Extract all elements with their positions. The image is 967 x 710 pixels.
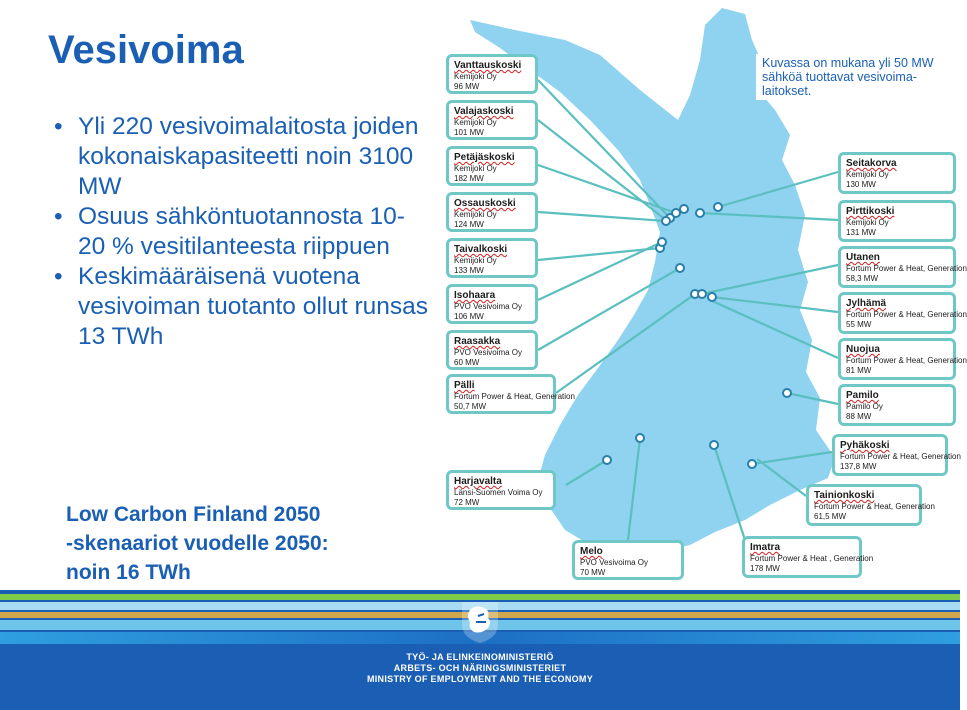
plant-owner: Kemijoki Oy xyxy=(454,164,497,173)
plant-name: Harjavalta xyxy=(454,476,502,487)
plant-owner: Fortum Power & Heat , Generation xyxy=(750,554,874,563)
plant-card-tainionkoski xyxy=(806,484,935,526)
plant-owner: Fortum Power & Heat, Generation xyxy=(846,264,967,273)
plant-capacity: 50,7 MW xyxy=(454,402,487,411)
slide-title: Vesivoima xyxy=(48,28,244,72)
bullet-item: • Keskimääräisenä vuotena vesivoiman tuotanto ollut runsas 13 TWh xyxy=(48,262,428,352)
plant-name: Isohaara xyxy=(454,290,496,301)
plant-owner: Kemijoki Oy xyxy=(846,218,889,227)
plant-card-imatra xyxy=(742,536,874,578)
plant-card-ossauskoski xyxy=(446,192,538,232)
plant-card-seitakorva xyxy=(838,152,956,194)
plant-capacity: 72 MW xyxy=(454,498,480,507)
plant-capacity: 131 MW xyxy=(846,228,876,237)
plant-owner: Fortum Power & Heat, Generation xyxy=(846,310,967,319)
plant-name: Utanen xyxy=(846,252,880,263)
plant-card-jylhama xyxy=(838,292,967,334)
plant-owner: PVO Vesivoima Oy xyxy=(580,558,649,567)
plant-owner: PVO Vesivoima Oy xyxy=(454,348,523,357)
plant-name: Seitakorva xyxy=(846,158,897,169)
plant-capacity: 137,8 MW xyxy=(840,462,877,471)
plant-card-pamilo xyxy=(838,384,956,426)
ministry-name-fi: TYÖ- JA ELINKEINOMINISTERIÖ xyxy=(406,652,554,662)
plant-capacity: 60 MW xyxy=(454,358,480,367)
plant-card-raasakka xyxy=(446,330,538,370)
plant-owner: Kemijoki Oy xyxy=(846,170,889,179)
plant-name: Pirttikoski xyxy=(846,206,895,217)
plant-name: Pamilo xyxy=(846,390,879,401)
plant-owner: Kemijoki Oy xyxy=(454,72,497,81)
bullet-item: • Osuus sähköntuotannosta 10-20 % vesitilanteesta riippuen xyxy=(48,202,428,262)
plant-capacity: 130 MW xyxy=(846,180,876,189)
plant-owner: Fortum Power & Heat, Generation xyxy=(840,452,961,461)
plant-capacity: 182 MW xyxy=(454,174,484,183)
map-caption: Kuvassa on mukana yli 50 MW sähköä tuottavat vesivoima-laitokset. xyxy=(762,56,934,98)
plant-capacity: 101 MW xyxy=(454,128,484,137)
plant-capacity: 70 MW xyxy=(580,568,606,577)
plant-name: Petäjäskoski xyxy=(454,152,515,163)
plant-name: Pälli xyxy=(454,380,475,391)
plant-capacity: 96 MW xyxy=(454,82,480,91)
plant-card-valajaskoski xyxy=(446,100,538,140)
plant-capacity: 55 MW xyxy=(846,320,872,329)
plant-owner: PVO Vesivoima Oy xyxy=(454,302,523,311)
plant-capacity: 88 MW xyxy=(846,412,872,421)
low-carbon-line: Low Carbon Finland 2050 xyxy=(66,503,321,526)
plant-owner: Pamilo Oy xyxy=(846,402,883,411)
plant-owner: Länsi-Suomen Voima Oy xyxy=(454,488,543,497)
plant-name: Tainionkoski xyxy=(814,490,875,501)
plant-capacity: 58,3 MW xyxy=(846,274,879,283)
ministry-name-sv: ARBETS- OCH NÄRINGSMINISTERIET xyxy=(393,663,567,673)
plant-card-pyhakoski xyxy=(832,434,961,476)
plant-name: Nuojua xyxy=(846,344,880,355)
plant-capacity: 178 MW xyxy=(750,564,780,573)
plant-name: Imatra xyxy=(750,542,781,553)
plant-owner: Kemijoki Oy xyxy=(454,210,497,219)
plant-card-melo xyxy=(572,540,684,580)
plant-card-harjavalta xyxy=(446,470,556,510)
plant-owner: Fortum Power & Heat, Generation xyxy=(454,392,575,401)
plant-capacity: 124 MW xyxy=(454,220,484,229)
plant-name: Valajaskoski xyxy=(454,106,514,117)
plant-name: Pyhäkoski xyxy=(840,440,890,451)
plant-owner: Fortum Power & Heat, Generation xyxy=(814,502,935,511)
plant-card-pirttikoski xyxy=(838,200,956,242)
plant-card-taivalkoski xyxy=(446,238,538,278)
plant-owner: Kemijoki Oy xyxy=(454,118,497,127)
coat-of-arms-icon xyxy=(458,598,502,644)
plant-card-vanttauskoski xyxy=(446,54,538,94)
plant-name: Taivalkoski xyxy=(454,244,508,255)
low-carbon-line: -skenaariot vuodelle 2050: xyxy=(66,532,329,555)
plant-card-isohaara xyxy=(446,284,538,324)
plant-capacity: 133 MW xyxy=(454,266,484,275)
plant-owner: Fortum Power & Heat, Generation xyxy=(846,356,967,365)
plant-name: Melo xyxy=(580,546,603,557)
bullet-item: • Yli 220 vesivoimalaitosta joiden kokonaiskapasiteetti noin 3100 MW xyxy=(48,112,428,202)
plant-card-nuojua xyxy=(838,338,967,380)
plant-owner: Kemijoki Oy xyxy=(454,256,497,265)
plant-name: Vanttauskoski xyxy=(454,60,522,71)
plant-name: Raasakka xyxy=(454,336,501,347)
plant-card-petajaskoski xyxy=(446,146,538,186)
plant-capacity: 61,5 MW xyxy=(814,512,847,521)
plant-card-palli xyxy=(446,374,575,414)
plant-name: Jylhämä xyxy=(846,298,887,309)
plant-name: Ossauskoski xyxy=(454,198,516,209)
plant-capacity: 106 MW xyxy=(454,312,484,321)
low-carbon-line: noin 16 TWh xyxy=(66,561,191,584)
plant-card-utanen xyxy=(838,246,967,288)
ministry-name-en: MINISTRY OF EMPLOYMENT AND THE ECONOMY xyxy=(366,674,594,684)
plant-capacity: 81 MW xyxy=(846,366,872,375)
